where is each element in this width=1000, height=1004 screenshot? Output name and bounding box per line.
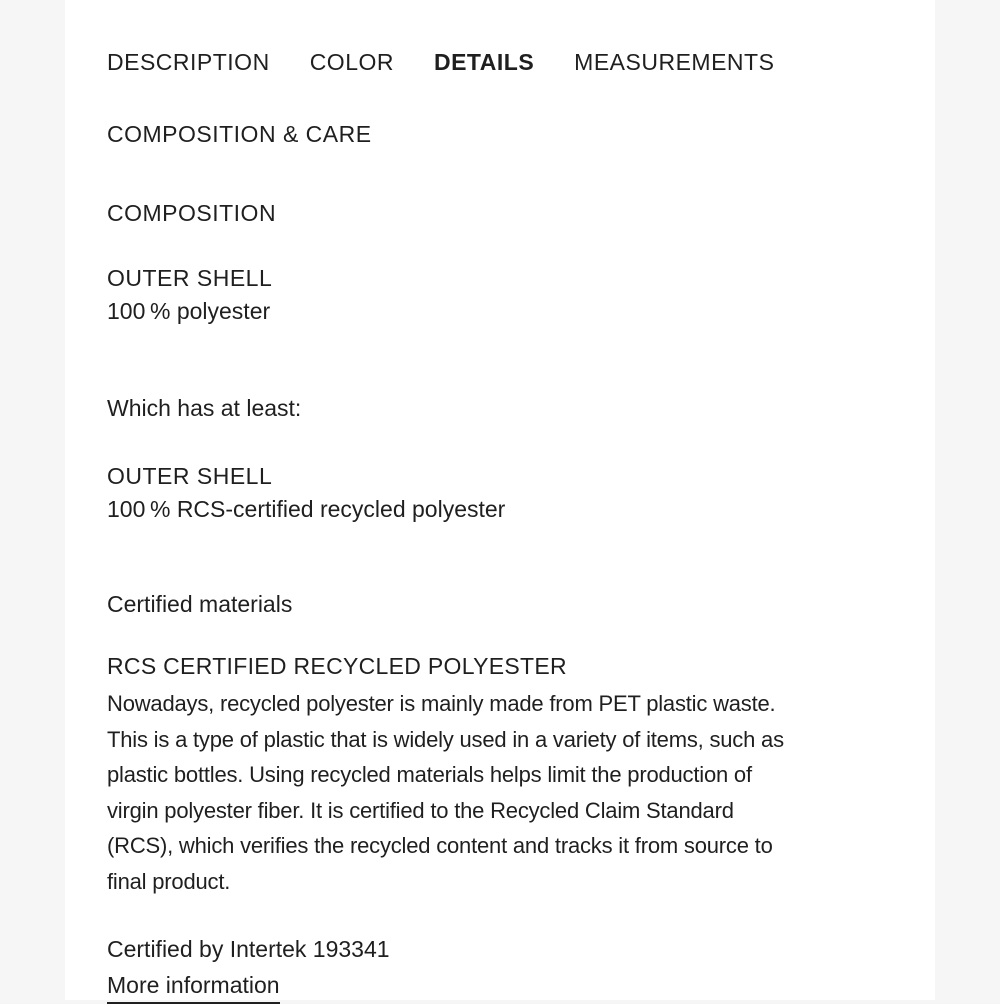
more-information-row (107, 971, 893, 1004)
composition-heading: COMPOSITION (107, 200, 277, 226)
paragraph-line: final product. (107, 868, 231, 894)
outer-shell-group-1 (107, 262, 893, 328)
paragraph-line: Nowadays, recycled polyester is mainly made from PET plastic waste. (107, 691, 776, 716)
material-value: 100 % RCS-certified recycled polyester (107, 496, 506, 522)
rcs-material-title: RCS CERTIFIED RECYCLED POLYESTER (107, 653, 567, 679)
paragraph-line: virgin polyester fiber. It is certified to the Recycled Claim Standard (107, 797, 734, 823)
which-has-at-least-label: Which has at least: (107, 395, 302, 421)
tab-details[interactable]: DETAILS (433, 49, 535, 75)
more-information-link[interactable]: More information (107, 971, 280, 1004)
material-name: OUTER SHELL (107, 463, 273, 489)
certified-materials-heading: Certified materials (107, 591, 293, 617)
composition-care-panel (65, 0, 935, 1000)
details-tab-bar (107, 48, 893, 76)
material-name: OUTER SHELL (107, 265, 273, 291)
material-value: 100 % polyester (107, 298, 271, 324)
tab-description[interactable]: DESCRIPTION (107, 49, 270, 75)
tab-color[interactable]: COLOR (309, 49, 394, 75)
tab-measurements[interactable]: MEASUREMENTS (574, 49, 775, 75)
paragraph-line: (RCS), which verifies the recycled content and tracks it from source to (107, 833, 773, 858)
section-title-composition-care: COMPOSITION & CARE (107, 121, 372, 147)
paragraph-line: This is a type of plastic that is widely used in a variety of items, such as (107, 726, 784, 752)
outer-shell-group-2 (107, 460, 893, 526)
certified-by-text: Certified by Intertek 193341 (107, 936, 390, 962)
paragraph-line: plastic bottles. Using recycled materials helps limit the production of (107, 762, 752, 787)
rcs-description-paragraph (107, 686, 893, 899)
